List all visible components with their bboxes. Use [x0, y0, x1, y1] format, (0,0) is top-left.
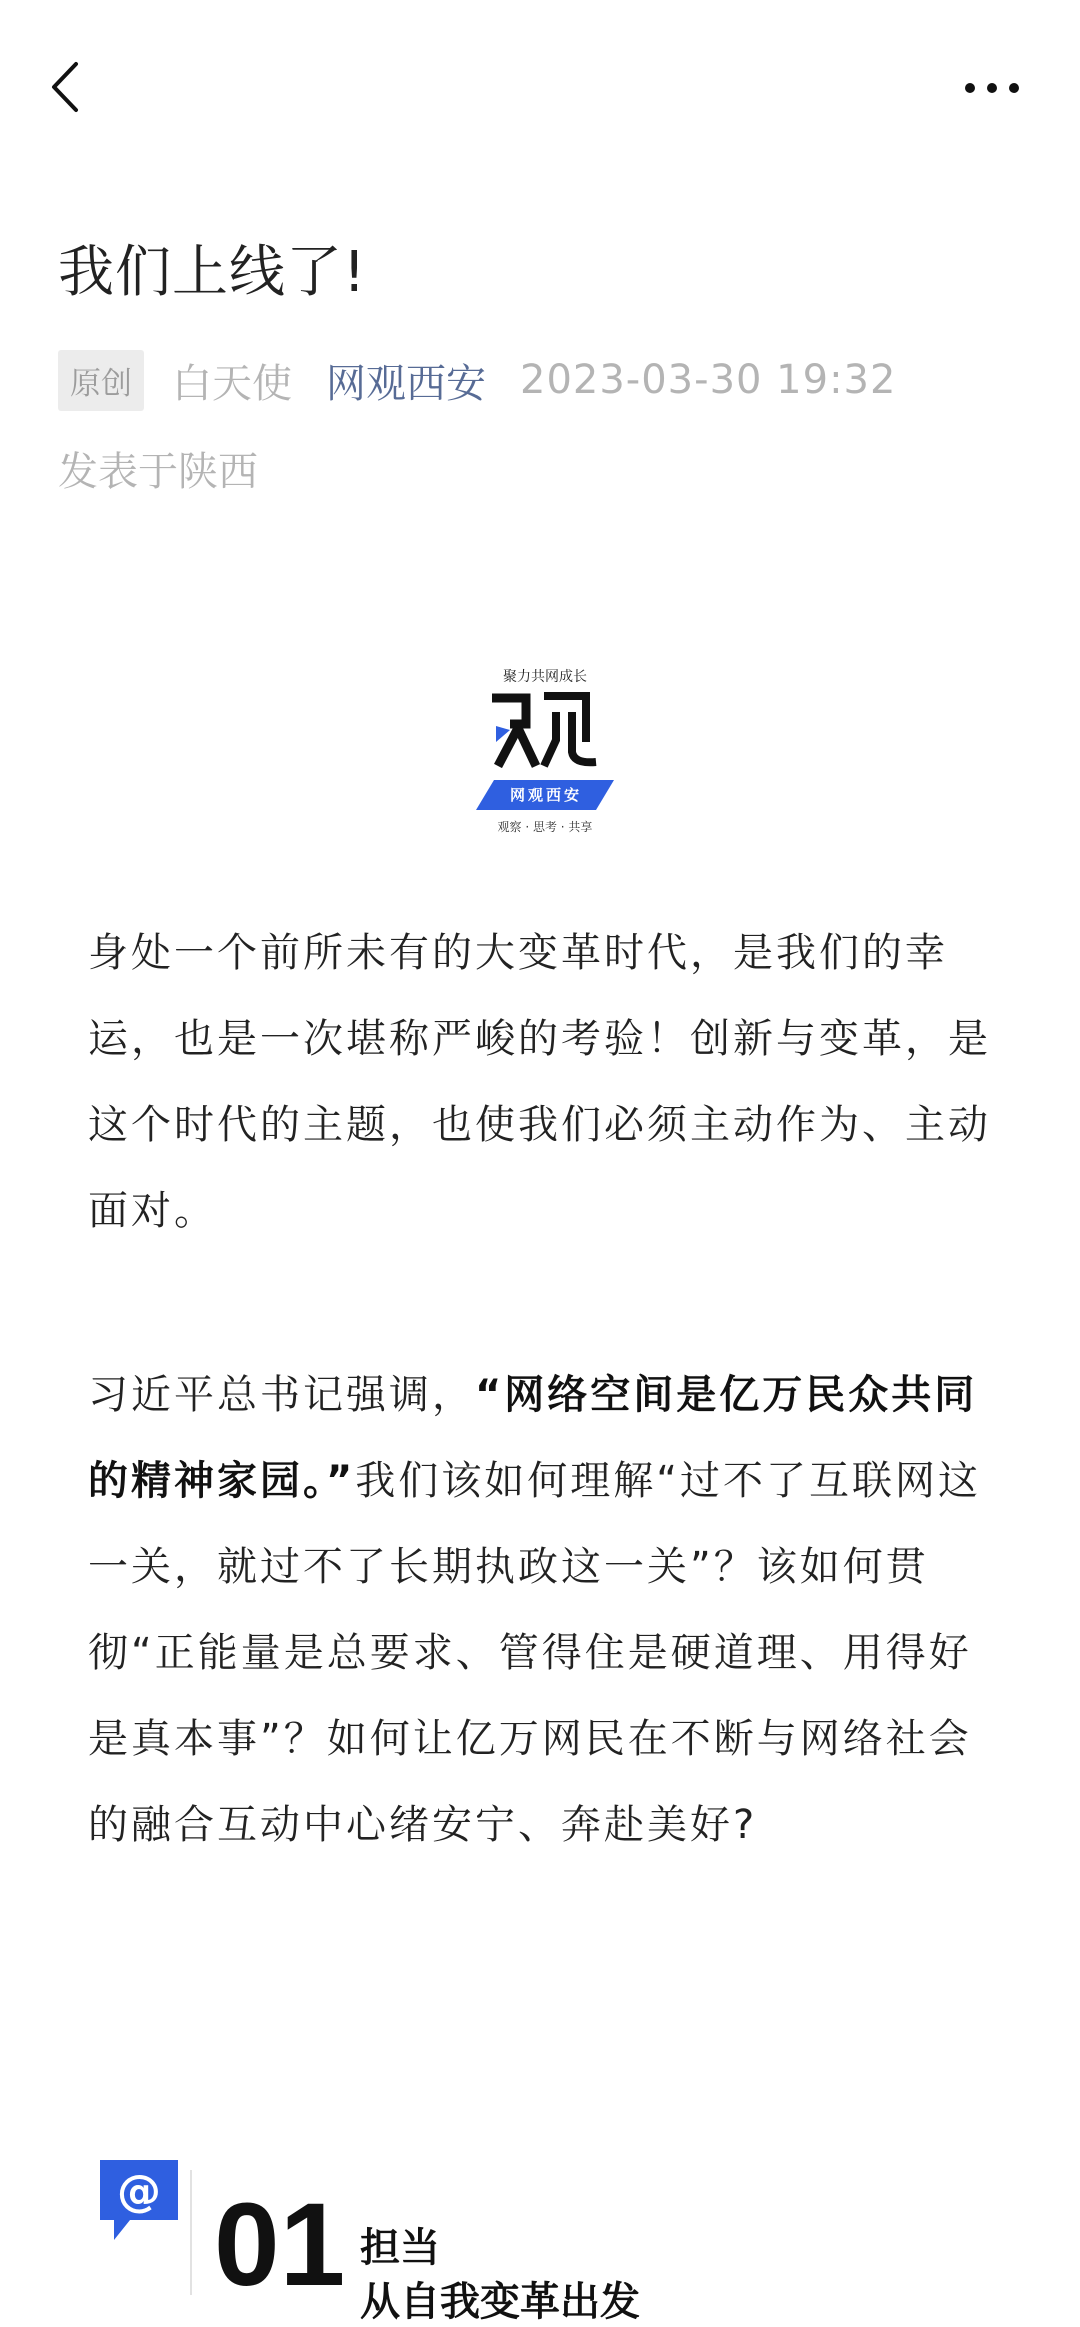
brand-logo	[470, 666, 620, 836]
logo-mark-icon	[488, 688, 602, 768]
more-horizontal-icon	[960, 70, 1030, 106]
back-button[interactable]	[44, 52, 104, 122]
para2-quote-bold: “网络空间是亿万民众共同的精神家园。”	[88, 1372, 978, 1504]
publish-location: 发表于陕西	[58, 449, 258, 495]
publish-datetime: 2023-03-30 19:32	[520, 357, 897, 403]
article-title: 我们上线了!	[58, 240, 367, 305]
original-badge: 原创	[58, 350, 144, 411]
svg-text:@: @	[117, 2166, 161, 2217]
logo-slogan-bottom: 观察 · 思考 · 共享	[497, 820, 593, 834]
section-subtitle: 从自我变革出发	[360, 2279, 640, 2325]
body-paragraph-1: 身处一个前所未有的大变革时代，是我们的幸运，也是一次堪称严峻的考验！创新与变革，是这个时代的主题，也使我们必须主动作为、主动面对。	[88, 930, 991, 1234]
section-number: 01	[214, 2179, 346, 2311]
at-sign-icon	[100, 2160, 178, 2272]
more-options-button[interactable]	[960, 70, 1030, 106]
para2-rest: 我们该如何理解“过不了互联网这一关，就过不了长期执政这一关”？该如何贯彻“正能量是总要求、管得住是硬道理、用得好是真本事”？如何让亿万网民在不断与网络社会的融合互动中心绪安宁、奔赴美好?	[88, 1458, 982, 1848]
chevron-left-icon	[44, 52, 104, 122]
section-title: 担当	[360, 2225, 440, 2271]
body-paragraph-2	[88, 1352, 1000, 1868]
logo-slogan-top: 聚力共网成长	[503, 669, 587, 685]
top-bar	[0, 0, 1080, 180]
para2-lead: 习近平总书记强调，	[88, 1372, 475, 1418]
article-meta	[58, 350, 896, 410]
section-divider	[190, 2170, 192, 2295]
author-name: 白天使	[172, 360, 292, 407]
account-link[interactable]: 网观西安	[326, 360, 486, 407]
logo-ribbon-text: 网观西安	[509, 786, 582, 804]
